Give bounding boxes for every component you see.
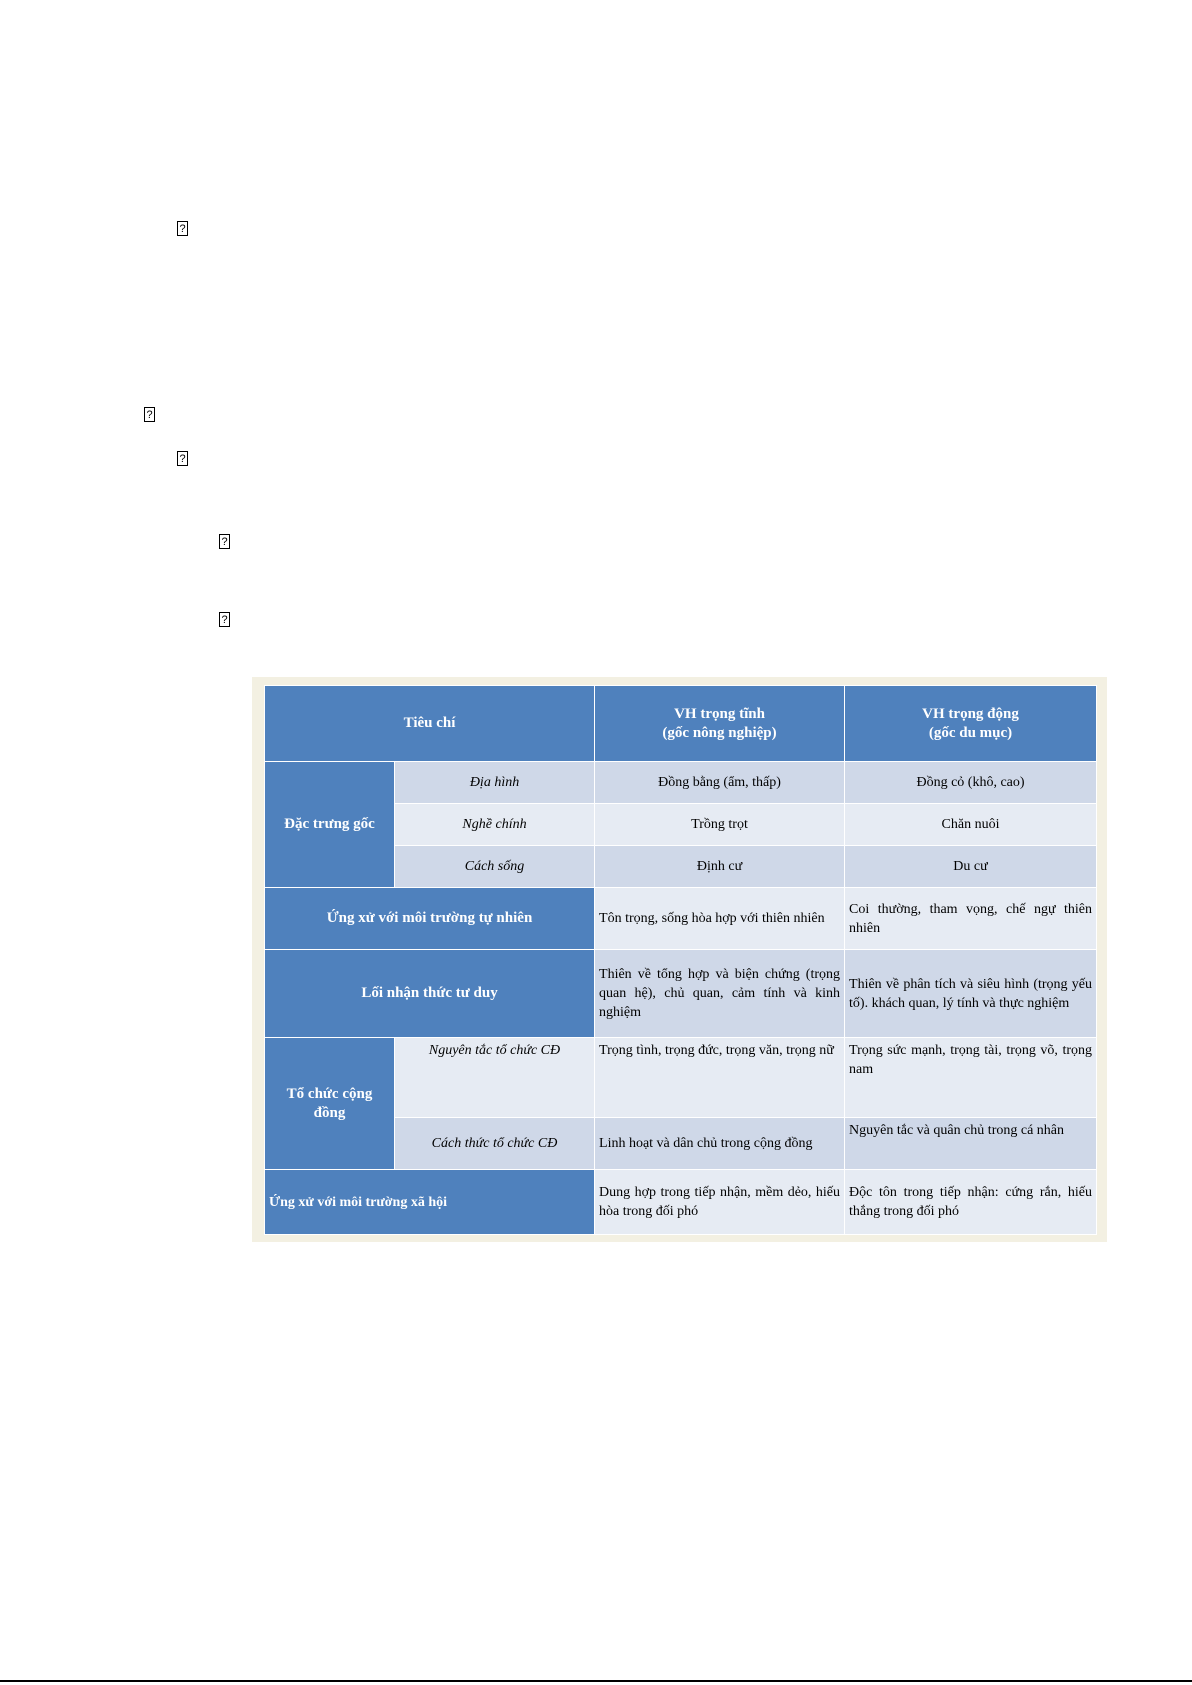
nature-dynamic: Coi thường, tham vọng, chế ngự thiên nhiên [845,888,1097,950]
origin-occupation-dynamic: Chăn nuôi [845,804,1097,846]
origin-sub-lifestyle: Cách sống [395,846,595,888]
origin-sub-occupation: Nghề chính [395,804,595,846]
header-dynamic-culture-origin: (gốc du mục) [928,724,1013,741]
origin-terrain-static: Đồng bằng (ẩm, thấp) [595,762,845,804]
comparison-table-image [252,677,1107,1242]
social-static: Dung hợp trong tiếp nhận, mềm dẻo, hiếu hòa trong đối phó [595,1170,845,1235]
origin-label: Đặc trưng gốc [265,762,395,888]
header-criteria: Tiêu chí [265,686,595,762]
origin-lifestyle-dynamic: Du cư [845,846,1097,888]
header-dynamic-culture-title: VH trọng động [922,705,1019,722]
nature-static: Tôn trọng, sống hòa hợp với thiên nhiên [595,888,845,950]
table-row [265,950,1097,1038]
header-static-culture-title: VH trọng tĩnh [674,705,765,722]
community-method-dynamic: Nguyên tắc và quân chủ trong cá nhân [845,1118,1097,1170]
origin-terrain-dynamic: Đồng cỏ (khô, cao) [845,762,1097,804]
missing-glyph-bullet-icon: ? [177,451,188,466]
thinking-static: Thiên về tổng hợp và biện chứng (trọng quan hệ), chủ quan, cảm tính và kinh nghiệm [595,950,845,1038]
header-dynamic-culture [845,686,1097,762]
table-header-row [265,686,1097,762]
origin-lifestyle-static: Định cư [595,846,845,888]
thinking-label: Lối nhận thức tư duy [265,950,595,1038]
table-row [265,1170,1097,1235]
missing-glyph-bullet-icon: ? [219,534,230,549]
community-sub-method: Cách thức tổ chức CĐ [395,1118,595,1170]
comparison-table [264,685,1097,1235]
community-method-static: Linh hoạt và dân chủ trong cộng đồng [595,1118,845,1170]
thinking-dynamic: Thiên về phân tích và siêu hình (trọng yếu tố). khách quan, lý tính và thực nghiệm [845,950,1097,1038]
community-sub-principle: Nguyên tắc tổ chức CĐ [395,1038,595,1118]
table-row [265,762,1097,804]
missing-glyph-bullet-icon: ? [177,221,188,236]
missing-glyph-bullet-icon: ? [144,407,155,422]
community-principle-dynamic: Trọng sức mạnh, trọng tài, trọng võ, trọng nam [845,1038,1097,1118]
header-static-culture-origin: (gốc nông nghiệp) [662,724,777,741]
social-dynamic: Độc tôn trong tiếp nhận: cứng rắn, hiếu thắng trong đối phó [845,1170,1097,1235]
community-principle-static: Trọng tình, trọng đức, trọng văn, trọng nữ [595,1038,845,1118]
table-row [265,1038,1097,1118]
nature-label: Ứng xử với môi trường tự nhiên [265,888,595,950]
origin-sub-terrain: Địa hình [395,762,595,804]
origin-occupation-static: Trồng trọt [595,804,845,846]
community-label: Tổ chức cộng đồng [265,1038,395,1170]
header-static-culture [595,686,845,762]
table-row [265,888,1097,950]
social-label: Ứng xử với môi trường xã hội [265,1170,595,1235]
missing-glyph-bullet-icon: ? [219,612,230,627]
page-footer-rule [0,1680,1192,1682]
